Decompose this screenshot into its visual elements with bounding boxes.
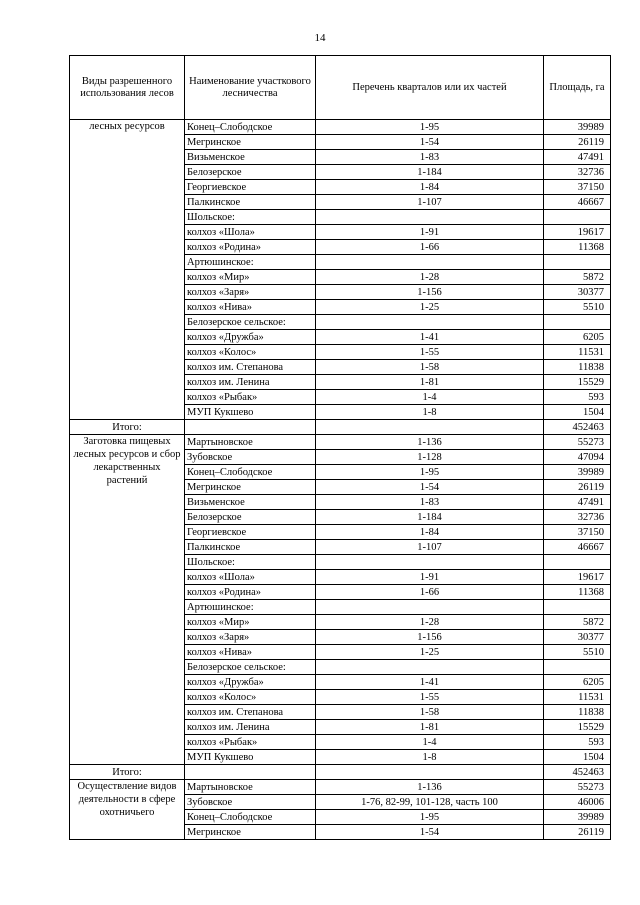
forestry-cell: Белозерское сельское: [185, 660, 316, 675]
forestry-cell: Георгиевское [185, 180, 316, 195]
forestry-cell: МУП Кукшево [185, 750, 316, 765]
empty-cell [185, 765, 316, 780]
quarters-cell: 1-28 [316, 270, 544, 285]
quarters-cell: 1-54 [316, 480, 544, 495]
quarters-cell: 1-91 [316, 570, 544, 585]
forestry-cell: Белозерское [185, 165, 316, 180]
forestry-cell: колхоз «Шола» [185, 570, 316, 585]
header-forestry: Наименование участкового лесничества [185, 56, 316, 120]
area-cell: 30377 [544, 285, 611, 300]
forestry-cell: Визьменское [185, 495, 316, 510]
area-cell: 32736 [544, 510, 611, 525]
forestry-cell: Шольское: [185, 555, 316, 570]
total-label: Итого: [70, 420, 185, 435]
empty-cell [316, 420, 544, 435]
forestry-cell: колхоз им. Ленина [185, 720, 316, 735]
area-cell: 1504 [544, 405, 611, 420]
area-cell: 39989 [544, 465, 611, 480]
quarters-cell: 1-8 [316, 405, 544, 420]
area-cell: 26119 [544, 480, 611, 495]
area-cell: 11531 [544, 345, 611, 360]
quarters-cell: 1-84 [316, 180, 544, 195]
quarters-cell [316, 255, 544, 270]
area-cell: 46006 [544, 795, 611, 810]
total-value: 452463 [544, 420, 611, 435]
quarters-cell [316, 210, 544, 225]
forestry-cell: Палкинское [185, 540, 316, 555]
forestry-cell: колхоз «Родина» [185, 240, 316, 255]
table-row [70, 435, 611, 450]
forestry-cell: колхоз «Колос» [185, 345, 316, 360]
forestry-cell: Палкинское [185, 195, 316, 210]
forestry-cell: Белозерское [185, 510, 316, 525]
area-cell [544, 555, 611, 570]
area-cell: 39989 [544, 120, 611, 135]
area-cell: 15529 [544, 375, 611, 390]
area-cell: 37150 [544, 180, 611, 195]
quarters-cell [316, 315, 544, 330]
forestry-cell: Конец–Слободское [185, 120, 316, 135]
quarters-cell: 1-55 [316, 345, 544, 360]
area-cell: 11838 [544, 705, 611, 720]
table-row [70, 780, 611, 795]
area-cell: 5872 [544, 270, 611, 285]
page-number: 14 [314, 32, 326, 44]
total-row [70, 765, 611, 780]
quarters-cell [316, 660, 544, 675]
forestry-cell: колхоз «Заря» [185, 285, 316, 300]
forestry-cell: Артюшинское: [185, 600, 316, 615]
forestry-cell: Мегринское [185, 825, 316, 840]
area-cell: 11368 [544, 585, 611, 600]
quarters-cell: 1-66 [316, 585, 544, 600]
quarters-cell: 1-136 [316, 435, 544, 450]
area-cell: 32736 [544, 165, 611, 180]
forestry-cell: МУП Кукшево [185, 405, 316, 420]
header-kind: Виды разрешенного использования лесов [70, 56, 185, 120]
area-cell: 5510 [544, 300, 611, 315]
quarters-cell: 1-107 [316, 540, 544, 555]
area-cell: 5872 [544, 615, 611, 630]
area-cell: 55273 [544, 780, 611, 795]
area-cell: 19617 [544, 225, 611, 240]
quarters-cell: 1-66 [316, 240, 544, 255]
quarters-cell: 1-54 [316, 135, 544, 150]
area-cell [544, 210, 611, 225]
forestry-cell: Мегринское [185, 135, 316, 150]
area-cell: 47491 [544, 150, 611, 165]
forestry-cell: Белозерское сельское: [185, 315, 316, 330]
area-cell: 593 [544, 735, 611, 750]
quarters-cell: 1-128 [316, 450, 544, 465]
quarters-cell: 1-25 [316, 645, 544, 660]
area-cell: 39989 [544, 810, 611, 825]
forestry-cell: колхоз им. Степанова [185, 360, 316, 375]
table-row [70, 120, 611, 135]
quarters-cell: 1-156 [316, 285, 544, 300]
quarters-cell: 1-83 [316, 495, 544, 510]
area-cell: 593 [544, 390, 611, 405]
area-cell: 47491 [544, 495, 611, 510]
area-cell: 15529 [544, 720, 611, 735]
quarters-cell: 1-156 [316, 630, 544, 645]
quarters-cell: 1-84 [316, 525, 544, 540]
empty-cell [316, 765, 544, 780]
quarters-cell: 1-107 [316, 195, 544, 210]
quarters-cell: 1-184 [316, 510, 544, 525]
quarters-cell: 1-95 [316, 810, 544, 825]
quarters-cell: 1-184 [316, 165, 544, 180]
forestry-cell: Артюшинское: [185, 255, 316, 270]
quarters-cell: 1-58 [316, 360, 544, 375]
forestry-cell: колхоз «Дружба» [185, 330, 316, 345]
quarters-cell: 1-58 [316, 705, 544, 720]
table-header-row [70, 56, 611, 120]
forestry-cell: колхоз «Колос» [185, 690, 316, 705]
forestry-cell: Шольское: [185, 210, 316, 225]
forestry-cell: колхоз «Рыбак» [185, 390, 316, 405]
quarters-cell: 1-41 [316, 675, 544, 690]
area-cell: 37150 [544, 525, 611, 540]
forestry-cell: колхоз им. Ленина [185, 375, 316, 390]
area-cell: 47094 [544, 450, 611, 465]
use-kind-cell: Осуществление видов деятельности в сфере охотничьего [70, 780, 185, 840]
area-cell: 26119 [544, 825, 611, 840]
forestry-cell: Зубовское [185, 795, 316, 810]
area-cell: 46667 [544, 540, 611, 555]
forestry-cell: колхоз «Родина» [185, 585, 316, 600]
quarters-cell: 1-28 [316, 615, 544, 630]
quarters-cell: 1-4 [316, 390, 544, 405]
quarters-cell: 1-41 [316, 330, 544, 345]
forestry-cell: Конец–Слободское [185, 465, 316, 480]
forestry-cell: Мартыновское [185, 780, 316, 795]
forestry-cell: Визьменское [185, 150, 316, 165]
quarters-cell: 1-4 [316, 735, 544, 750]
area-cell [544, 255, 611, 270]
area-cell [544, 315, 611, 330]
forestry-cell: колхоз «Мир» [185, 270, 316, 285]
area-cell: 1504 [544, 750, 611, 765]
total-value: 452463 [544, 765, 611, 780]
area-cell: 19617 [544, 570, 611, 585]
quarters-cell: 1-81 [316, 375, 544, 390]
total-row [70, 420, 611, 435]
area-cell: 26119 [544, 135, 611, 150]
forestry-cell: колхоз «Нива» [185, 645, 316, 660]
header-area: Площадь, га [544, 56, 611, 120]
quarters-cell: 1-83 [316, 150, 544, 165]
empty-cell [185, 420, 316, 435]
forestry-cell: колхоз «Мир» [185, 615, 316, 630]
area-cell: 55273 [544, 435, 611, 450]
area-cell [544, 660, 611, 675]
forestry-cell: колхоз «Заря» [185, 630, 316, 645]
quarters-cell: 1-81 [316, 720, 544, 735]
quarters-cell: 1-76, 82-99, 101-128, часть 100 [316, 795, 544, 810]
area-cell: 5510 [544, 645, 611, 660]
area-cell: 30377 [544, 630, 611, 645]
quarters-cell: 1-95 [316, 465, 544, 480]
quarters-cell: 1-91 [316, 225, 544, 240]
area-cell [544, 600, 611, 615]
forestry-cell: колхоз «Рыбак» [185, 735, 316, 750]
area-cell: 46667 [544, 195, 611, 210]
forestry-cell: Мартыновское [185, 435, 316, 450]
quarters-cell [316, 555, 544, 570]
quarters-cell: 1-95 [316, 120, 544, 135]
area-cell: 11838 [544, 360, 611, 375]
area-cell: 6205 [544, 330, 611, 345]
quarters-cell: 1-54 [316, 825, 544, 840]
header-quarters: Перечень кварталов или их частей [316, 56, 544, 120]
forestry-cell: колхоз «Нива» [185, 300, 316, 315]
forestry-cell: Мегринское [185, 480, 316, 495]
total-label: Итого: [70, 765, 185, 780]
forestry-cell: колхоз «Дружба» [185, 675, 316, 690]
quarters-cell: 1-136 [316, 780, 544, 795]
quarters-cell: 1-55 [316, 690, 544, 705]
table-body [70, 120, 611, 840]
quarters-cell: 1-8 [316, 750, 544, 765]
area-cell: 6205 [544, 675, 611, 690]
forestry-cell: Конец–Слободское [185, 810, 316, 825]
area-cell: 11368 [544, 240, 611, 255]
forestry-cell: колхоз «Шола» [185, 225, 316, 240]
use-kind-cell: Заготовка пищевых лесных ресурсов и сбор лекарственных растений [70, 435, 185, 765]
quarters-cell: 1-25 [316, 300, 544, 315]
forestry-cell: Зубовское [185, 450, 316, 465]
forestry-cell: колхоз им. Степанова [185, 705, 316, 720]
forestry-cell: Георгиевское [185, 525, 316, 540]
use-kind-cell: лесных ресурсов [70, 120, 185, 420]
area-cell: 11531 [544, 690, 611, 705]
forest-use-table [69, 55, 611, 840]
quarters-cell [316, 600, 544, 615]
